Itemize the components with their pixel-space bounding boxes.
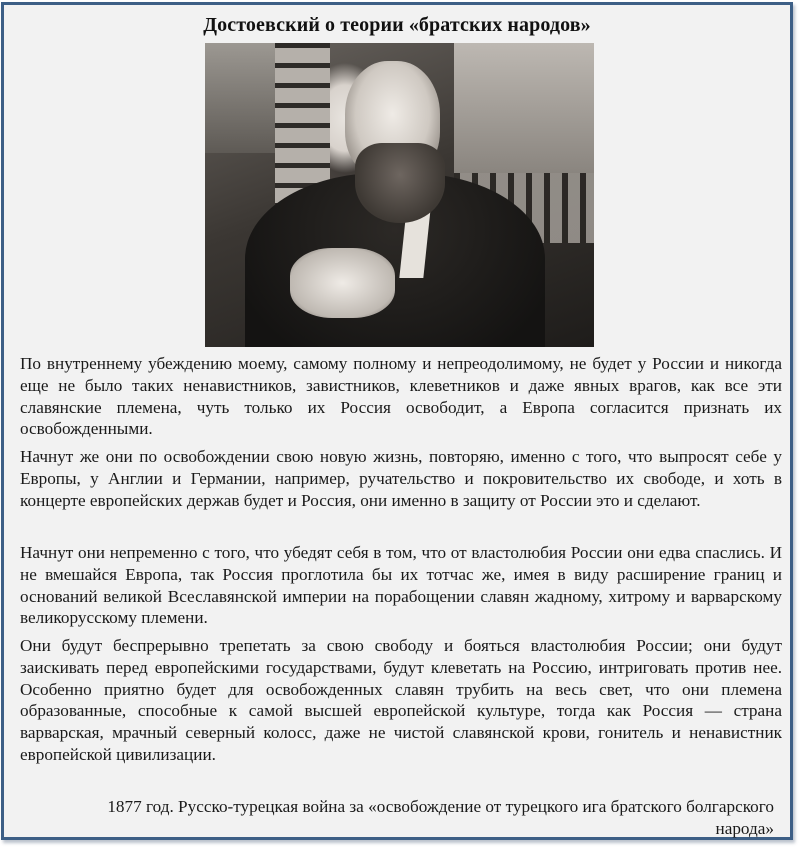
quote-paragraph-4: Они будут беспрерывно трепетать за свою свободу и бояться властолюбия России; они будут заискивать перед европейскими государствами, будут клеветать на Россию, интриговать против нее. Особенно приятно будет для освобожденных славян трубить на весь свет, что они племена образованные, способные к самой высшей европейской культуре, тогда как Россия — страна варварская, мрачный северный колосс, даже не чистой славянской крови, гонитель и ненавистник европейской цивилизации. xyxy=(20,636,782,764)
page-title: Достоевский о теории «братских народов» xyxy=(203,14,591,36)
photo-figure-beard xyxy=(355,143,445,223)
photo-vase xyxy=(205,43,275,153)
quote-paragraph-2: Начнут же они по освобождении свою новую жизнь, повторяю, именно с того, что выпросят себе у Европы, у Англии и Германии, например, ручательство и покровительство их свободе, и хоть в концерте европейских держав будет и Россия, они именно в защиту от России это и сделают. xyxy=(20,447,782,510)
photo-background-wall xyxy=(454,43,594,173)
document-frame xyxy=(1,2,793,840)
portrait-photo xyxy=(205,43,594,347)
photo-figure-hands xyxy=(290,248,395,318)
quote-paragraph-3: Начнут они непременно с того, что убедят себя в том, что от властолюбия России они едва спаслись. И не вмешайся Европа, так Россия проглотила бы их тотчас же, имея в виду расширение границ и оснований великой Всеславянской империи на порабощении славян жадному, хитрому и варварскому великорусскому племени. xyxy=(20,543,782,628)
source-caption: 1877 год. Русско-турецкая война за «освобождение от турецкого ига братского болгарского народа» xyxy=(107,797,774,838)
quote-paragraph-1: По внутреннему убеждению моему, самому полному и непреодолимому, не будет у России и никогда еще не было таких ненавистников, завистников, клеветников и даже явных врагов, как все эти славянские племена, чуть только их Россия освободит, а Европа согласится признать их освобожденными. xyxy=(20,354,782,439)
